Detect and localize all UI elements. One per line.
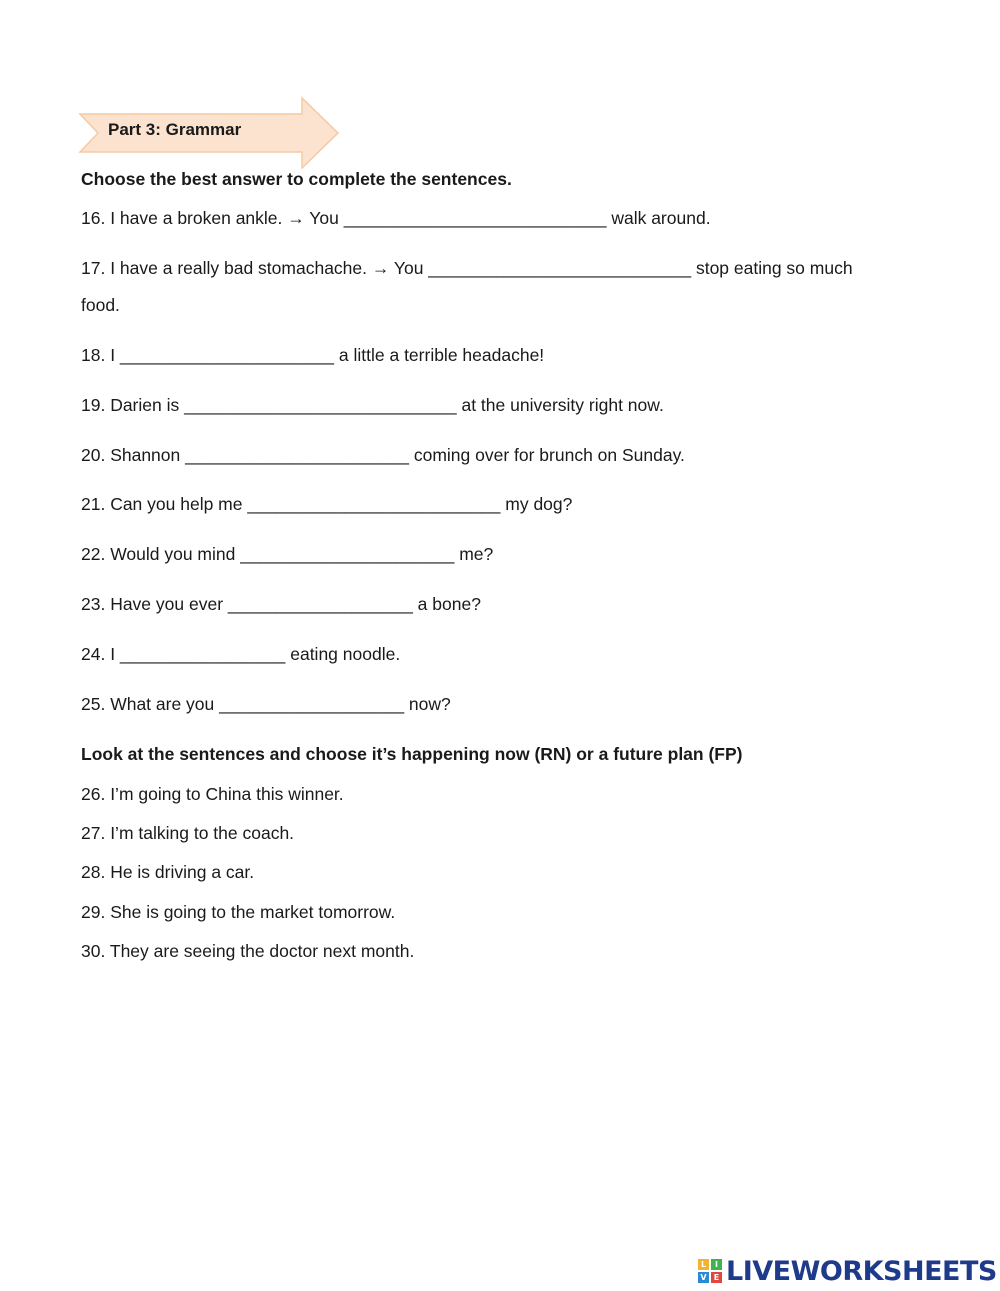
question-25: 25. What are you ___________________ now? xyxy=(81,694,451,714)
logo-text: LIVEWORKSHEETS xyxy=(726,1255,997,1287)
question-17-continued: food. xyxy=(81,295,120,315)
question-23: 23. Have you ever ___________________ a bone? xyxy=(81,594,481,614)
logo-box-v: V xyxy=(698,1272,709,1283)
logo-box-i: I xyxy=(711,1259,722,1270)
question-18: 18. I ______________________ a little a terrible headache! xyxy=(81,345,545,365)
question-29: 29. She is going to the market tomorrow. xyxy=(81,902,396,922)
question-24: 24. I _________________ eating noodle. xyxy=(81,644,401,664)
question-22: 22. Would you mind ______________________ me? xyxy=(81,544,494,564)
logo-box-e: E xyxy=(711,1272,722,1283)
section-banner xyxy=(78,96,340,170)
question-17: 17. I have a really bad stomachache. → You ___________________________ stop eating so much xyxy=(81,258,853,278)
liveworksheets-logo xyxy=(698,1256,997,1286)
question-19: 19. Darien is ____________________________ at the university right now. xyxy=(81,395,664,415)
question-27: 27. I’m talking to the coach. xyxy=(81,823,295,843)
question-20: 20. Shannon _______________________ coming over for brunch on Sunday. xyxy=(81,445,685,465)
question-21: 21. Can you help me __________________________ my dog? xyxy=(81,494,573,514)
logo-icon xyxy=(698,1259,722,1283)
question-28: 28. He is driving a car. xyxy=(81,862,255,882)
question-16: 16. I have a broken ankle. → You ___________________________ walk around. xyxy=(81,208,711,228)
section2-instruction: Look at the sentences and choose it’s happening now (RN) or a future plan (FP) xyxy=(81,744,743,764)
section1-instruction: Choose the best answer to complete the sentences. xyxy=(81,169,512,189)
part-title: Part 3: Grammar xyxy=(108,120,242,139)
question-26: 26. I’m going to China this winner. xyxy=(81,784,344,804)
question-30: 30. They are seeing the doctor next month. xyxy=(81,941,415,961)
logo-box-l: L xyxy=(698,1259,709,1270)
